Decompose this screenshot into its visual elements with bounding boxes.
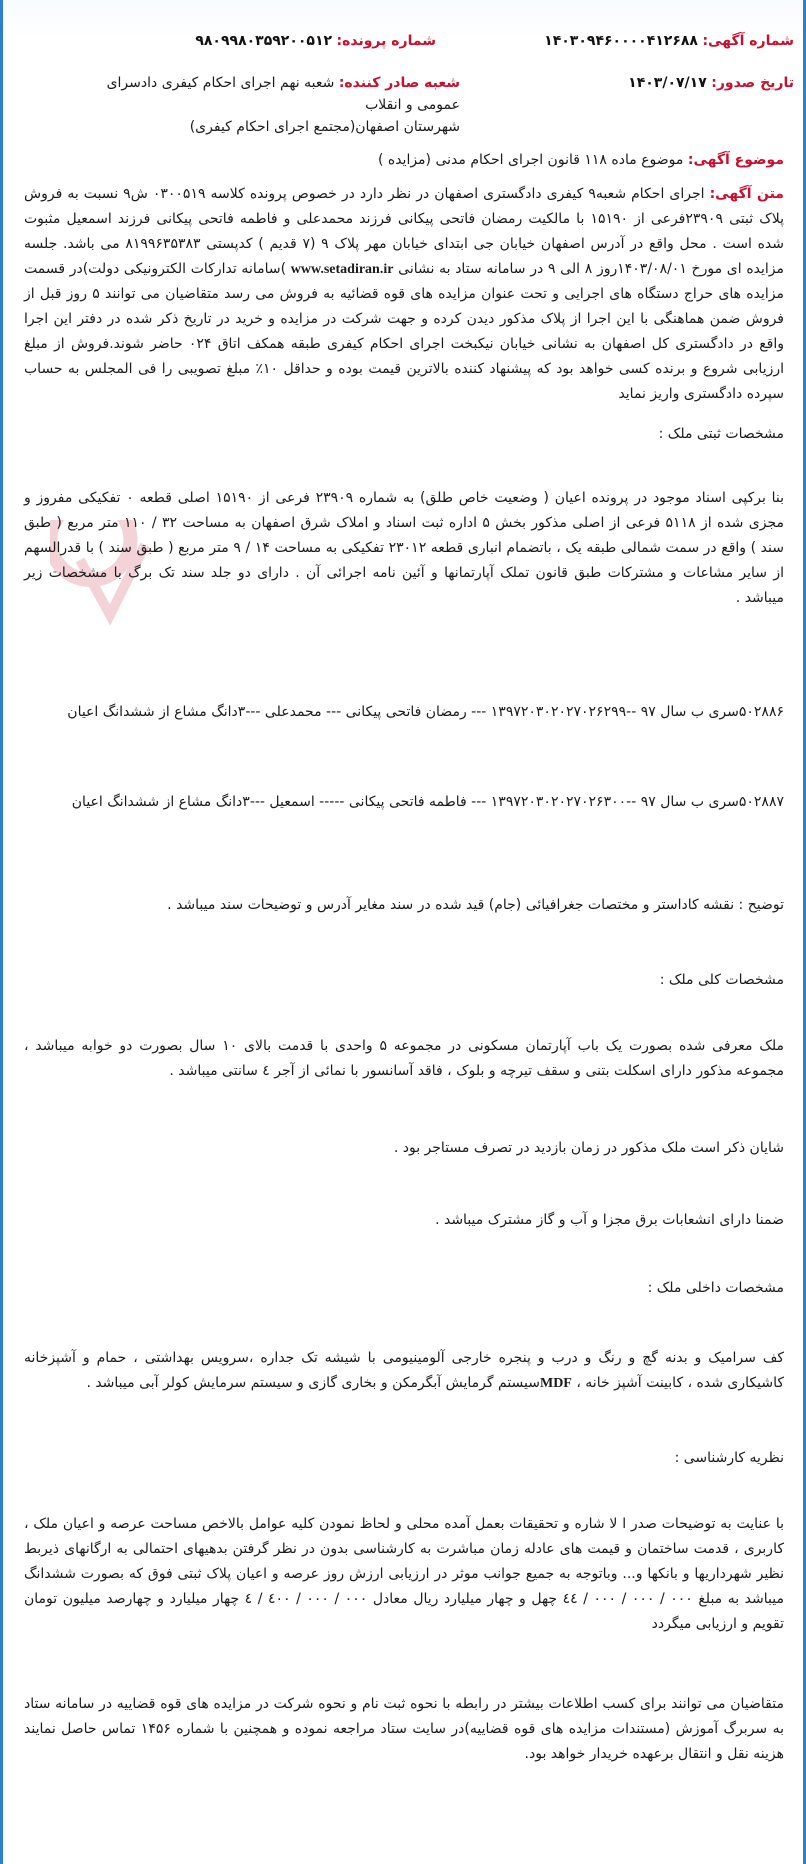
case-number-label: شماره پرونده: [336,33,436,49]
setad-site-link[interactable]: www.setadiran.ir [290,262,394,277]
general-text: ملک معرفی شده بصورت یک باب آپارتمان مسکونی در مجموعه ۵ واحدی با قدمت بالای ۱۰ سال بصورت دو خوابه میباشد ، مجموعه مذکور دارای اسکلت بتنی و سقف تیرچه و بلوک ، فاقد آسانسور با نمائی از آجر ٤ سانتی میباشد . [24,1038,784,1079]
general-heading: مشخصات کلی ملک : [659,972,784,988]
registration-text: بنا برکپی اسناد موجود در پرونده اعیان ( وضعیت خاص طلق) به شماره ۲۳۹۰۹ فرعی از ۱۵۱۹۰ اصلی قطعه ۰ تفکیکی مفروز و مجزی شده از ۵۱۱۸ فرعی از اصلی مذکور بخش ۵ اداره ثبت اسناد و املاک شرق اصفهان به مساحت ۳۲ / ۱۱۰ متر مربع ( طبق سند ) واقع در سمت شمالی طبقه یک ، باتضمام انباری قطعه ۲۳۰۱۲ تفکیکی به مساحت ۱۴ / ۹ متر مربع ( طبق سند ) با قدرالسهم از سایر مشاعات و مشترکات طبق قانون تملک آپارتمانها و آئین نامه اجرائی آن . دارای دو جلد سند تک برگ با مشخصات زیر میباشد . [24,490,784,606]
issuing-branch [60,72,460,138]
branch-label: شعبه صادر کننده: [338,75,460,91]
branch-value-2: شهرستان اصفهان(مجتمع اجرای احکام کیفری) [189,119,460,135]
intro-text-1: اجرای احکام شعبه۹ کیفری دادگستری اصفهان در نظر دارد در خصوص پرونده کلاسه ۰۳۰۰۵۱۹ ش۹ نسبت به فروش پلاک ثبتی ۲۳۹۰۹فرعی از ۱۵۱۹۰ با مالکیت رمضان فاتحی پیکانی فرزند محمدعلی و فاطمه فاتحی پیکانی فرزند اسمعیل مثبوت شده است . محل واقع در آدرس اصفهان خیابان جی ابتدای خیابان مهر پلاک ۹ (۷ قدیم ) کدپستی ۸۱۹۹۶۳۵۳۸۳ می باشد. جلسه مزایده ای مورخ ۱۴۰۳/۰۸/۰۱روز ۸ الی ۹ در سامانه ستاد به نشانی [24,186,785,277]
subject-label: موضوع آگهی: [687,152,784,168]
case-number-value: ۹۸۰۹۹۸۰۳۵۹۲۰۰۵۱۲ [195,33,333,49]
interior-heading: مشخصات داخلی ملک : [647,1280,784,1296]
deed-1: ۵۰۲۸۸۶سری ب سال ۹۷ --۱۳۹۷۲۰۳۰۲۰۲۷۰۲۶۲۹۹ --- رمضان فاتحی پیکانی --- محمدعلی ---۳دانگ مشاع از ششدانگ اعیان [67,704,784,720]
body-label: متن آگهی: [709,186,784,202]
issue-date [628,72,794,94]
cadastre-note: توضیح : نقشه کاداستر و مختصات جغرافیائی (جام) قید شده در سند مغایر آدرس و توضیحات سند میباشد . [167,897,784,913]
deed-2: ۵۰۲۸۸۷سری ب سال ۹۷ --۱۳۹۷۲۰۳۰۲۰۲۷۰۲۶۳۰۰ --- فاطمه فاتحی پیکانی ----- اسمعیل ---۳دانگ مشاع از ششدانگ اعیان [71,794,784,810]
issue-date-label: تاریخ صدور: [711,75,794,91]
intro-text-2: )سامانه تدارکات الکترونیکی دولت)در قسمت مزایده های حراج دستگاه های اجرایی و تحت عنوان مزایده های قوه قضائیه به فروش می رسد متقاضیان می توانند ۵ روز قبل از فروش ضمن هماهنگی با این اجرا از پلاک مذکور دیدن کرده و جهت شرکت در مزایده و خرید در تاریخ ذکر شده در دفتر این اجرا واقع در دادگستری کل اصفهان به نشانی خیابان نیکبخت اجرای احکام کیفری طبقه همکف اتاق ۰۲۴ حاضر شوند.فروش از مبلغ ارزیابی شروع و برنده کسی خواهد بود که پیشنهاد کننده بالاترین قیمت بوده و حداقل ۱۰٪ مبلغ تصویبی را فی المجلس به حساب سپرده دادگستری واریز نماید [24,261,785,402]
closing-text: متقاضیان می توانند برای کسب اطلاعات بیشتر در رابطه با نحوه ثبت نام و نحوه شرکت در مزایده های قوه قضاییه در سامانه ستاد به سربرگ آموزش (مستندات مزایده های قوه قضاییه)در سایت ستاد مراجعه نموده و همچنین با شماره ۱۴۵۶ تماس حاصل نمایند هزینه نقل و انتقال برعهده خریدار خواهد بود. [24,1696,784,1762]
case-number [195,30,436,52]
interior-text-1: کف سرامیک و بدنه گچ و رنگ و درب و پنجره خارجی آلومینیومی با شیشه تک جداره ،سرویس بهداشتی ، حمام و آشپزخانه کاشیکاری شده ، کابینت آشپز خانه ، [24,1350,784,1391]
ad-body [24,182,784,407]
expert-text: با عنایت به توضیحات صدر ا لا شاره و تحقیقات بعمل آمده محلی و لحاظ نمودن کلیه عوامل بالاخص مساحت عرصه و اعیان ملک ، کاربری ، قدمت ساختمان و قیمت های عادله زمان مباشرت به کارشناسی بدون در نظر گرفتن بدهیهای احتمالی به ارگانهای ذیربط نظیر شهرداریها و بانکها و... وباتوجه به جمیع جوانب موثر در ارزیابی ارزش روز عرصه و اعیان پلاک ثبتی فوق که بصورت ششدانگ میباشد به مبلغ ۰۰۰ / ۰۰۰ / ۰۰۰ / ٤٤ چهل و چهار میلیارد ریال معادل ۰۰۰ / ۰۰۰ / ٤٠٠ / ٤ چهار میلیارد و چهارصد میلیون تومان تقویم و ارزیابی میگردد [24,1516,784,1632]
issue-date-value: ۱۴۰۳/۰۷/۱۷ [628,75,707,91]
interior-text [24,1346,784,1396]
utilities-note: ضمنا دارای انشعابات برق مجزا و آب و گاز مشترک میباشد . [435,1212,784,1228]
branch-value-1: شعبه نهم اجرای احکام کیفری دادسرای عمومی و انقلاب [106,75,460,113]
ad-intro [24,182,784,407]
interior-text-2: سیستم گرمایش آبگرمکن و بخاری گازی و سیستم سرمایش کولر آبی میباشد . [86,1375,540,1391]
registration-heading: مشخصات ثبتی ملک : [658,426,784,442]
ad-number-label: شماره آگهی: [702,33,794,49]
ad-number [544,30,794,52]
mdf-label: MDF [539,1376,572,1391]
ad-number-value: ۱۴۰۳۰۹۴۶۰۰۰۰۴۱۲۶۸۸ [544,33,698,49]
tenant-note: شایان ذکر است ملک مذکور در زمان بازدید در تصرف مستاجر بود . [393,1140,784,1156]
subject-value: موضوع ماده ۱۱۸ قانون اجرای احکام مدنی (مزایده ) [377,152,684,168]
subject-line [24,148,784,173]
expert-heading: نظریه کارشناسی : [674,1450,784,1466]
